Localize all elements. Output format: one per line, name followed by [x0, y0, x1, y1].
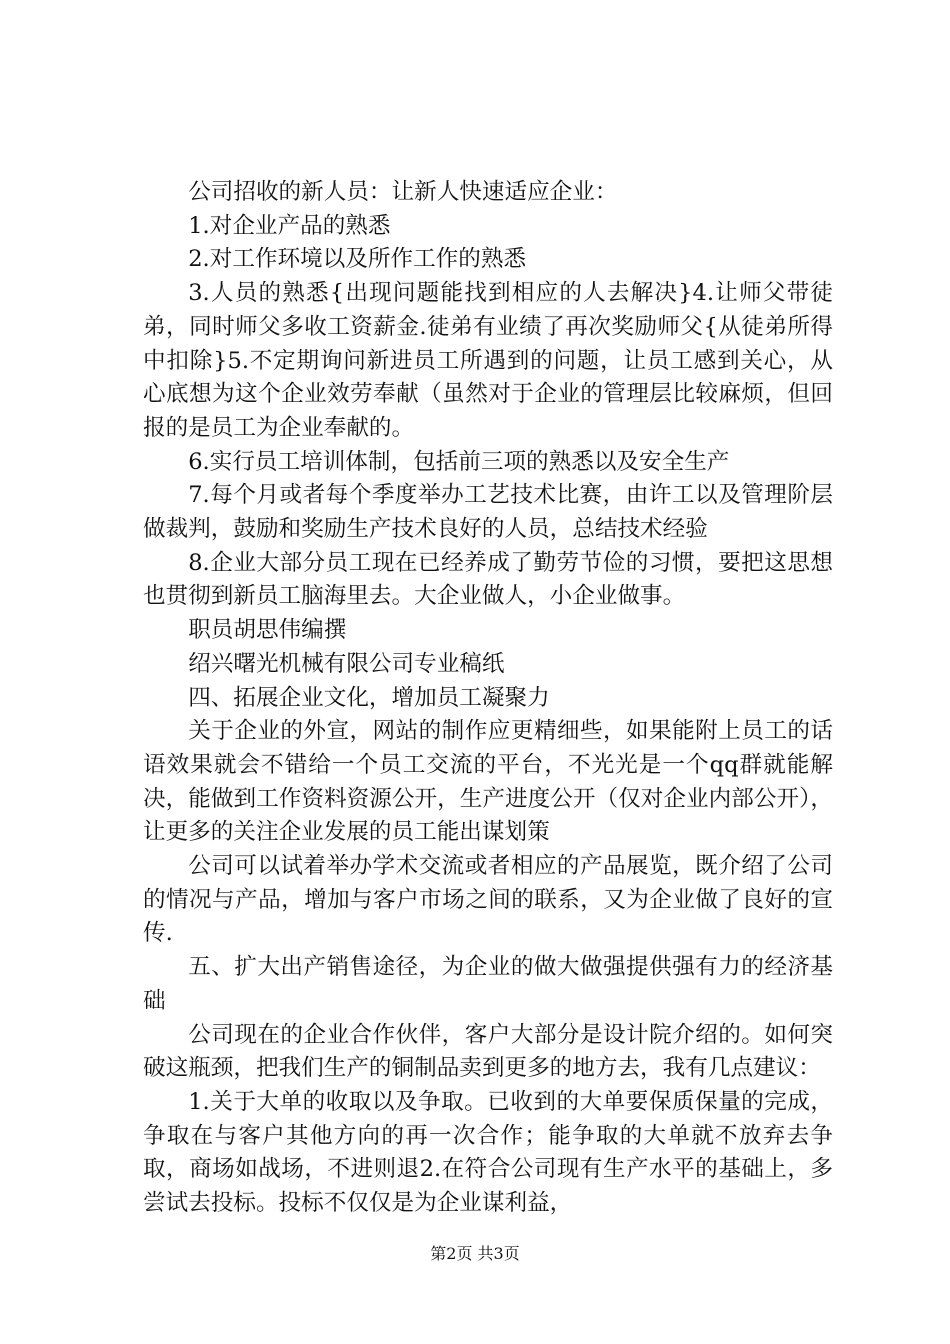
paragraph-new-staff-intro: 公司招收的新人员：让新人快速适应企业：	[188, 179, 618, 205]
paragraph-item-3-4-5: 3.人员的熟悉{出现问题能找到相应的人去解决}4.让师父带徒弟，同时师父多收工资薪金.徒弟有业绩了再次奖励师父{从徒弟所得中扣除}5.不定期询问新进员工所遇到的问题，让员工感到关心，从心底想为这个企业效劳奉献（虽然对于企业的管理层比较麻烦，但回报的是员工为企业奉献的。	[143, 280, 833, 441]
paragraph-item-8: 8.企业大部分员工现在已经养成了勤劳节俭的习惯，要把这思想也贯彻到新员工脑海里去。大企业做人，小企业做事。	[143, 549, 833, 610]
paragraph-author: 职员胡思伟编撰	[188, 617, 347, 644]
paragraph-item-1: 1.对企业产品的熟悉	[188, 212, 391, 239]
paragraph-company-note: 绍兴曙光机械有限公司专业稿纸	[188, 650, 505, 677]
section-heading-sales: 五、扩大出产销售途径，为企业的做大做强提供强有力的经济基础	[143, 954, 833, 1014]
section-heading-culture: 四、拓展企业文化，增加员工凝聚力	[188, 684, 550, 711]
paragraph-item-6: 6.实行员工培训体制，包括前三项的熟悉以及安全生产	[188, 448, 730, 475]
paragraph-item-2: 2.对工作环境以及所作工作的熟悉	[188, 246, 527, 273]
paragraph-suggestions: 1.关于大单的收取以及争取。已收到的大单要保质保量的完成，争取在与客户其他方向的再一次合作；能争取的大单就不放弃去争取，商场如战场，不进则退2.在符合公司现有生产水平的基础上，多尝试去投标。投标不仅仅是为企业谋利益，	[143, 1088, 833, 1217]
paragraph-publicity: 关于企业的外宣，网站的制作应更精细些，如果能附上员工的话语效果就会不错给一个员工交流的平台，不光光是一个qq群就能解决，能做到工作资料资源公开，生产进度公开（仅对企业内部公开），让更多的关注企业发展的员工能出谋划策	[143, 718, 833, 846]
paragraph-exhibition: 公司可以试着举办学术交流或者相应的产品展览，既介绍了公司的情况与产品，增加与客户市场之间的联系，又为企业做了良好的宣传.	[143, 853, 833, 947]
page-footer: 第2页 共3页	[430, 1244, 520, 1263]
paragraph-partners: 公司现在的企业合作伙伴，客户大部分是设计院介绍的。如何突破这瓶颈，把我们生产的铜制品卖到更多的地方去，我有几点建议：	[143, 1021, 833, 1082]
paragraph-item-7: 7.每个月或者每个季度举办工艺技术比赛，由许工以及管理阶层做裁判，鼓励和奖励生产技术良好的人员，总结技术经验	[143, 482, 833, 543]
document-body	[143, 176, 833, 1221]
